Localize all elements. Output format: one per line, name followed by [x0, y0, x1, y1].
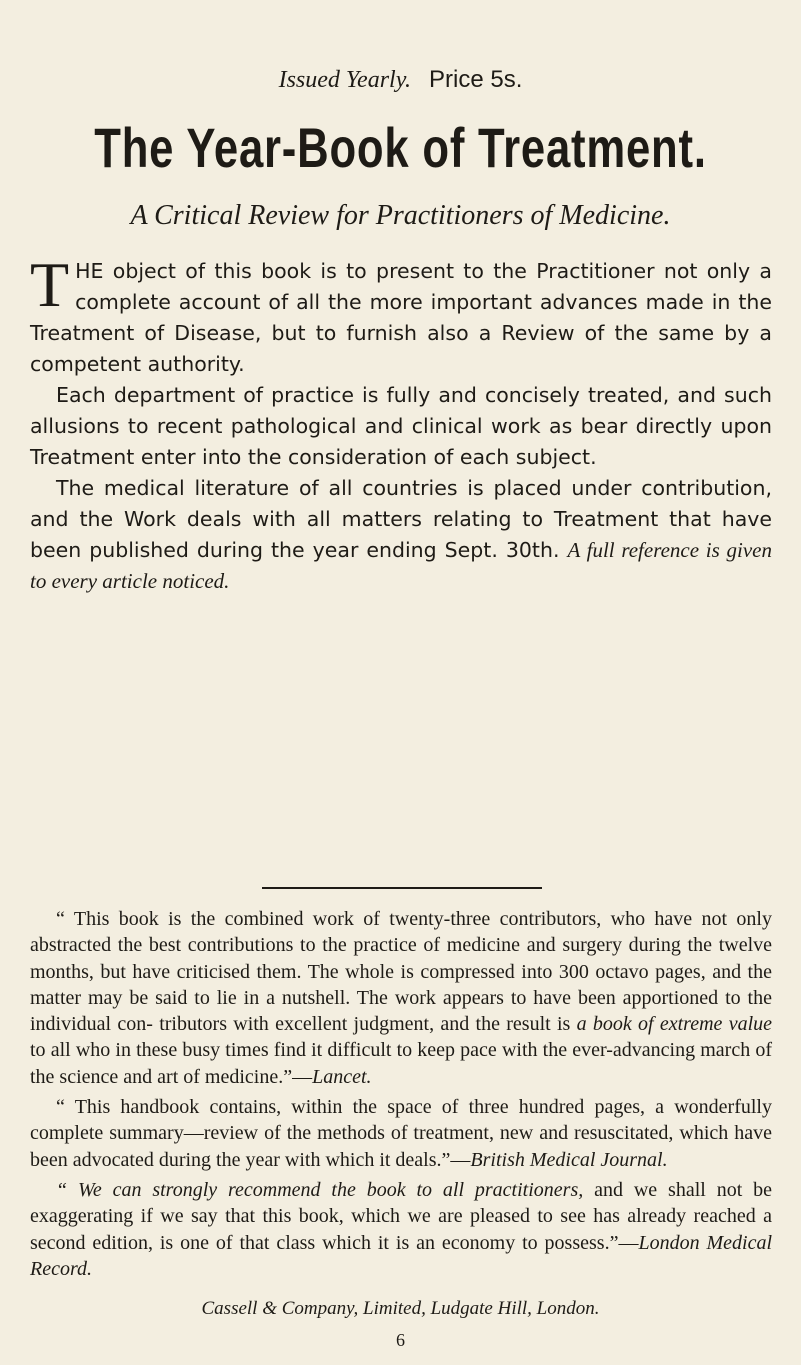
intro-text — [30, 249, 772, 597]
review-bmj — [30, 1094, 772, 1173]
drop-cap: T — [30, 249, 70, 320]
intro-paragraph-1 — [30, 249, 772, 380]
press-reviews — [30, 906, 772, 1286]
issue-line — [0, 66, 801, 94]
review-bmj-source: British Medical Journal. — [470, 1148, 668, 1171]
review-lancet-text-a: “ This book is the combined work of twenty-three contributors, who have not only abstracted the best contributions to the practice of medicine and surgery during the twelve months, but have criticised them. The whole is compressed into 300 octavo pages, and the matter may be said to lie in a nutshell. The work appears to have been apportioned to the individual con- tributors with excellent judgment, and the result is — [30, 908, 772, 1036]
page-number: 6 — [396, 1330, 405, 1350]
page-title: The Year-Book of Treatment. — [94, 116, 707, 179]
price-label: Price 5s. — [429, 66, 523, 93]
issued-label: Issued Yearly. — [278, 67, 412, 93]
review-lancet-text-b: to all who in these busy times find it difficult to keep pace with the ever-advancing march of the science and art of medicine.”— — [30, 1039, 772, 1088]
publisher-imprint: Cassell & Company, Limited, Ludgate Hill, London. — [201, 1298, 600, 1319]
review-lancet — [30, 906, 772, 1090]
reference-note: A full reference is given to every article noticed. — [30, 538, 772, 593]
review-lmr — [30, 1177, 772, 1282]
review-bmj-text: “ This handbook contains, within the space of three hundred pages, a wonderfully complete summary—review of the methods of treatment, new and resuscitated, which have been advocated during the year with which it deals.”— — [30, 1096, 772, 1171]
review-lmr-text: and we shall not be exaggerating if we say that this book, which we are pleased to see has already reached a second edition, is one of that class which it is an economy to possess.”— — [30, 1178, 773, 1254]
intro-paragraph-2: Each department of practice is fully and concisely treated, and such allusions to recent pathological and clinical work as bear directly upon Treatment enter into the consideration of each subject. — [30, 383, 772, 469]
review-lancet-source: Lancet. — [312, 1065, 372, 1088]
intro-paragraph-3-text: The medical literature of all countries is placed under contribution, and the Work deals with all matters relating to Treatment that have been published during the year ending Sept. 30th. — [30, 476, 772, 562]
divider — [262, 887, 542, 889]
intro-paragraph-1-text: HE object of this book is to present to the Practitioner not only a complete account of all the more important advances made in the Treatment of Disease, but to furnish also a Review of the same by a competent authority. — [30, 259, 772, 376]
review-lmr-source: London Medical Record. — [30, 1231, 772, 1280]
subtitle: A Critical Review for Practitioners of Medicine. — [130, 200, 671, 231]
intro-paragraph-3 — [30, 473, 772, 597]
review-lancet-emphasis: a book of extreme value — [576, 1013, 773, 1036]
review-lmr-emphasis: “ We can strongly recommend the book to all practitioners, — [56, 1178, 584, 1201]
